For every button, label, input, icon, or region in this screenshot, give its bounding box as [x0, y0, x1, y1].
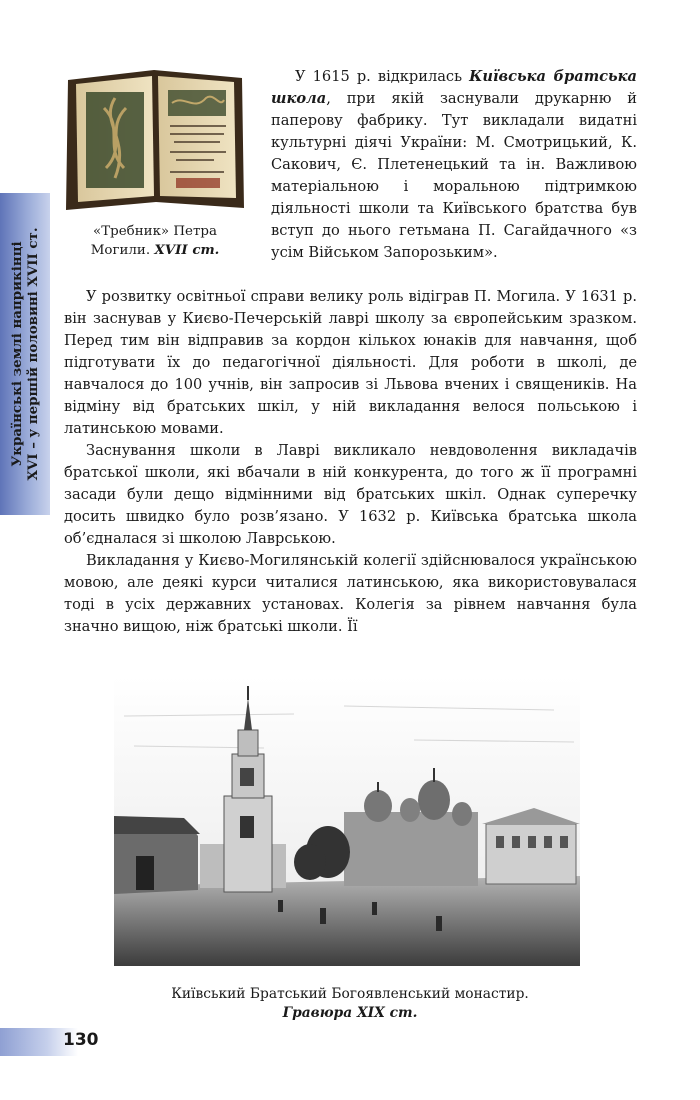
intro-text-start: У 1615 р. відкрилась: [295, 68, 470, 85]
page-number: 130: [63, 1030, 99, 1050]
chapter-side-tab: [0, 193, 50, 515]
book-caption-line1: «Требник» Петра: [93, 224, 217, 239]
intro-text-rest: , при якій заснували друкарню й паперову фабрику. Тут викладали видатні культурні діячі України: М. Смотрицький, К. Сакович, Є. Плетенецький та ін. Важливою матеріальною і моральною підтримкою діяльності школи та Київського братства був вступ до нього гетьмана П. Сагайдачного «з усім Військом Запорозьким».: [271, 90, 637, 261]
chapter-title-line2: XVI – у першій половині XVII ст.: [25, 227, 41, 481]
book-caption-century: XVII ст.: [154, 242, 220, 258]
chapter-title-line1: Українські землі наприкінці: [9, 241, 25, 467]
engraving-caption-title: Київський Братський Богоявленський монастир.: [171, 986, 529, 1002]
paragraph-collegium: Викладання у Києво-Могилянській колегії здійснювалося українською мовою, але деякі курси читалися латинською, яка використовувалася тоді в усіх державних установах. Колегія за рівнем навчання була значно вищою, ніж братські школи. Її: [64, 552, 637, 635]
paragraph-lavra-school: Заснування школи в Лаврі викликало невдоволення викладачів братської школи, які вбачали в ній конкурента, до того ж її програмні засади були дещо відмінними від братських шкіл. Однак суперечку досить швидко було розв’язано. У 1632 р. Київська братська школа об’єдналася зі школою Лаврською.: [64, 442, 637, 547]
book-figure-caption: [64, 222, 246, 260]
intro-paragraph: [271, 66, 637, 264]
book-caption-line2: [64, 241, 246, 260]
engraving-caption-note: Гравюра XIX ст.: [282, 1005, 418, 1021]
trebnyk-book-image: [64, 68, 246, 213]
intro-term-kyiv-brotherhood-school: Київська братська школа: [271, 68, 637, 107]
monastery-engraving-image: [114, 676, 580, 966]
main-text: [64, 286, 637, 638]
chapter-title: [9, 195, 41, 513]
paragraph-mohyla: У розвитку освітньої справи велику роль відіграв П. Могила. У 1631 р. він заснував у Києво-Печерській лаврі школу за європейським зразком. Перед тим він відправив за кордон кількох юнаків для навчання, щоб підготувати їх до педагогічної діяльності. Для роботи в школі, де навчалося до 100 учнів, він запросив зі Львова вчених і священиків. На відміну від братських шкіл, у ній викладання велося польською і латинською мовами.: [64, 288, 637, 437]
engraving-caption: [100, 985, 600, 1023]
book-caption-author: Могили.: [90, 243, 155, 258]
